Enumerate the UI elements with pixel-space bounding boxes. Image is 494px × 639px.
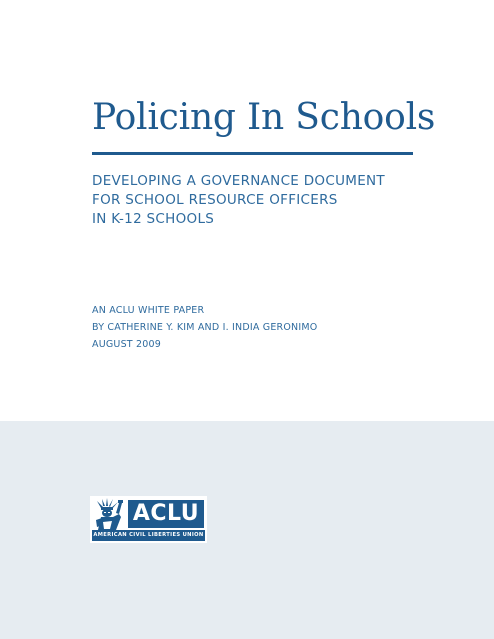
logo-banner-text: AMERICAN CIVIL LIBERTIES UNION xyxy=(93,532,204,538)
document-subtitle xyxy=(92,172,385,229)
document-title: Policing In Schools xyxy=(92,97,436,138)
subtitle-line: FOR SCHOOL RESOURCE OFFICERS xyxy=(92,192,338,208)
document-meta xyxy=(92,302,317,353)
subtitle-line: IN K-12 SCHOOLS xyxy=(92,211,215,227)
logo-banner xyxy=(92,530,205,541)
title-divider xyxy=(92,152,413,155)
statue-of-liberty-icon xyxy=(92,498,130,530)
publication-date: AUGUST 2009 xyxy=(92,339,161,350)
authors: BY CATHERINE Y. KIM AND I. INDIA GERONIMO xyxy=(92,322,318,333)
aclu-logo xyxy=(90,496,207,543)
paper-type: AN ACLU WHITE PAPER xyxy=(92,305,205,316)
statue-of-liberty-icon-graphic xyxy=(92,498,130,530)
logo-wordmark-block xyxy=(128,500,204,528)
cover-bottom-band xyxy=(0,421,494,639)
logo-wordmark: ACLU xyxy=(132,501,200,526)
logo-top-row xyxy=(92,498,205,530)
subtitle-line: DEVELOPING A GOVERNANCE DOCUMENT xyxy=(92,173,385,189)
